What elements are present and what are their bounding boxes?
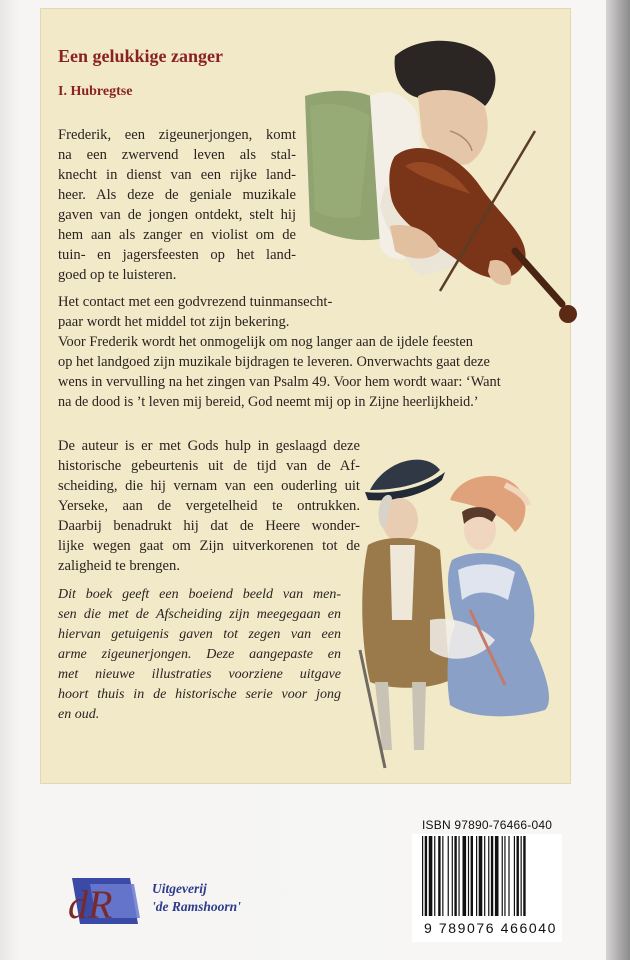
couple-illustration (330, 450, 562, 770)
blurb-line: heer. Als deze de geniale muzikale (58, 187, 296, 203)
book-title: Een gelukkige zanger (58, 46, 223, 66)
book-author: I. Hubregtse (58, 84, 133, 99)
publisher-name (152, 880, 241, 916)
blurb-line: goed op te luisteren. (58, 267, 177, 283)
blurb-paragraph-1 (58, 125, 296, 285)
blurb-line: Het contact met een godvrezend tuinmansecht- (58, 294, 333, 310)
blurb-line: knecht in dienst van een rijke land- (58, 167, 296, 183)
violinist-illustration (300, 36, 585, 336)
barcode-icon (420, 836, 558, 918)
blurb-line: Dit boek geeft een boeiend beeld van men- (58, 587, 341, 602)
blurb-line: en oud. (58, 707, 100, 722)
publisher-line-2: 'de Ramshoorn' (152, 899, 241, 914)
blurb-line: na een zwervend leven als stal- (58, 147, 296, 163)
blurb-line: Yerseke, aan de vergetelheid te ontrukken. (58, 498, 360, 514)
blurb-line: met nieuwe illustraties voorziene uitgave (58, 667, 341, 682)
blurb-line: op het landgoed zijn muzikale bijdragen te leveren. Onverwachts gaat deze (58, 354, 490, 370)
blurb-line: lijke wegen gaat om Zijn uitverkorenen tot de (58, 538, 360, 554)
blurb-line: arme zigeunerjongen. Deze aangepaste en (58, 647, 341, 662)
blurb-paragraph-2 (58, 292, 558, 412)
blurb-line: De auteur is er met Gods hulp in geslaagd deze (58, 438, 360, 454)
blurb-line: na de dood is ’t leven mij bereid, God neemt mij op in Zijne heerlijkheid.’ (58, 394, 479, 410)
blurb-line: scheiding, die hij vernam van een ouderling uit (58, 478, 360, 494)
blurb-line: historische gebeurtenis uit de tijd van de Af- (58, 458, 360, 474)
publisher-logo (60, 870, 146, 932)
blurb-line: hoort thuis in de historische serie voor jong (58, 687, 341, 702)
isbn-label: ISBN 97890-76466-040 (422, 818, 553, 832)
blurb-line: zaligheid te brengen. (58, 558, 180, 574)
book-edge (606, 0, 630, 960)
blurb-line: sen die met de Afscheiding zijn meegegaan en (58, 607, 341, 622)
blurb-line: wens in vervulling na het zingen van Psalm 49. Voor hem wordt waar: ‘Want (58, 374, 501, 390)
barcode-digits: 9 789076 466040 (424, 920, 557, 936)
blurb-line: hiervan getuigenis gaven tot zegen van een (58, 627, 341, 642)
blurb-line: hem aan als zanger en violist om de (58, 227, 296, 243)
blurb-line: Voor Frederik wordt het onmogelijk om nog langer aan de ijdele feesten (58, 334, 473, 350)
blurb-paragraph-4 (58, 585, 341, 725)
blurb-line: gaven van de jongen ontdekt, stelt hij (58, 207, 296, 223)
publisher-line-1: Uitgeverij (152, 881, 207, 896)
blurb-line: paar wordt het middel tot zijn bekering. (58, 314, 290, 330)
blurb-paragraph-3 (58, 436, 360, 576)
logo-letters: dR (68, 882, 113, 927)
blurb-line: Frederik, een zigeunerjongen, komt (58, 127, 296, 143)
blurb-line: tuin- en jagersfeesten op het land- (58, 247, 296, 263)
blurb-line: Daarbij benadrukt hij dat de Heere wonder- (58, 518, 360, 534)
